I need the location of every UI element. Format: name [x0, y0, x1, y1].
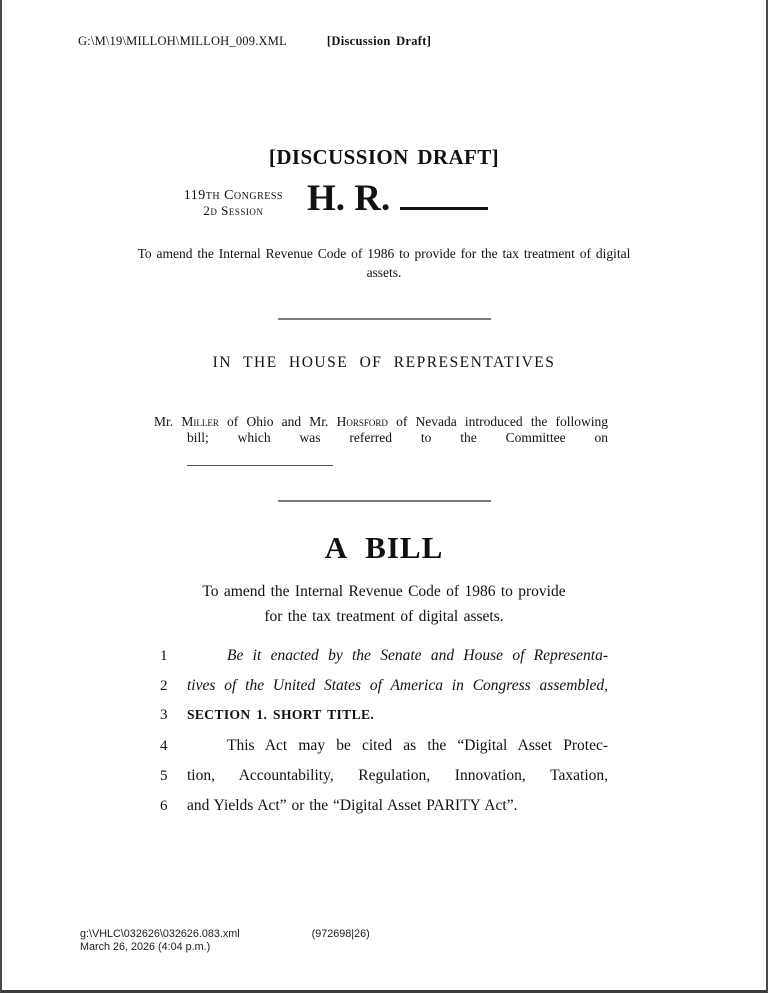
- document-footer: [80, 928, 370, 954]
- congress-session-block: [184, 188, 283, 218]
- line-number: 4: [160, 738, 168, 754]
- session-label: 2d Session: [203, 203, 264, 218]
- line-text: tives of the United States of America in Congress assembled,: [187, 677, 608, 694]
- bill-number-blank-line: [400, 207, 488, 210]
- a-bill-heading: A BILL: [324, 530, 444, 565]
- line-text: tion, Accountability, Regulation, Innovation, Taxation,: [187, 767, 608, 784]
- bill-subject-top: To amend the Internal Revenue Code of 1986 to provide for the tax treatment of digital assets.: [137, 246, 631, 280]
- congress-label: 119th Congress: [183, 188, 283, 203]
- bill-subject-line-1: To amend the Internal Revenue Code of 1986 to provide: [202, 583, 566, 600]
- bill-body: [160, 647, 608, 827]
- source-file-path: G:\M\19\MILLOH\MILLOH_009.XML: [78, 34, 287, 48]
- bill-line: [160, 677, 608, 707]
- divider-rule-bottom: [278, 500, 491, 502]
- introduction-paragraph: [154, 414, 608, 466]
- line-number: 2: [160, 678, 168, 694]
- bill-line: [160, 797, 608, 827]
- chamber-heading: IN THE HOUSE OF REPRESENTATIVES: [212, 354, 556, 371]
- line-number: 1: [160, 648, 168, 664]
- document-header: [2, 0, 766, 49]
- sponsor-name: Miller: [181, 414, 219, 429]
- line-number: 5: [160, 768, 168, 784]
- bill-number-heading: [307, 180, 488, 217]
- line-number: 6: [160, 798, 168, 814]
- bill-line: [160, 647, 608, 677]
- footer-datetime: March 26, 2026 (4:04 p.m.): [80, 941, 211, 953]
- bill-number: H. R.: [306, 178, 391, 219]
- draft-title-heading: [DISCUSSION DRAFT]: [268, 145, 500, 169]
- section-title-text: SECTION 1. SHORT TITLE.: [187, 707, 375, 722]
- footer-code: (972698|26): [311, 928, 370, 940]
- bill-line: [160, 767, 608, 797]
- committee-blank-line: [187, 465, 333, 466]
- cosponsor-name: Horsford: [336, 414, 388, 429]
- line-text: and Yields Act” or the “Digital Asset PARITY Act”.: [187, 797, 518, 814]
- intro-text: Mr.: [154, 414, 182, 429]
- bill-line: [160, 737, 608, 767]
- congress-session-row: [2, 180, 670, 218]
- line-number: 3: [160, 707, 168, 723]
- bill-subject-line-2: for the tax treatment of digital assets.: [264, 607, 504, 625]
- divider-rule-top: [278, 318, 491, 320]
- line-text: Be it enacted by the Senate and House of Representa-: [227, 647, 608, 664]
- intro-text: of Nevada introduced the following: [387, 414, 608, 429]
- line-text: This Act may be cited as the “Digital Asset Protec-: [227, 737, 608, 754]
- discussion-draft-label: [Discussion Draft]: [326, 34, 432, 48]
- introduction-line-1: [154, 414, 608, 430]
- footer-file-path: g:\VHLC\032626\032626.083.xml: [80, 928, 240, 940]
- footer-line-1: [80, 928, 370, 941]
- intro-text: of Ohio and Mr.: [218, 414, 337, 429]
- bill-line: [160, 707, 608, 737]
- bill-subject-main: [149, 580, 619, 629]
- introduction-line-2: bill; which was referred to the Committee on: [187, 429, 608, 445]
